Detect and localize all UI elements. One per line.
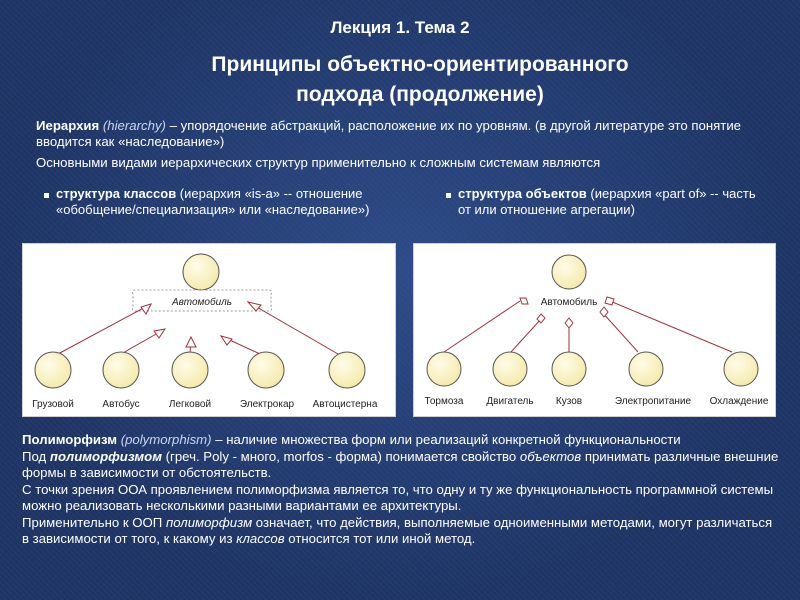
agg-line-2 bbox=[511, 319, 541, 352]
polymorphism-term-en: (polymorphism) bbox=[120, 432, 212, 447]
p2-term: полиморфизмом bbox=[49, 448, 162, 464]
agg-line-1 bbox=[444, 301, 520, 352]
p2-italic: объектов bbox=[519, 448, 582, 464]
p2-part-b: (греч. Poly - много, morfos - форма) понимается свойство bbox=[161, 448, 520, 464]
polymorphism-paragraph-2 bbox=[22, 449, 782, 482]
p4-part-a: Применительно к ООП bbox=[22, 514, 166, 530]
part-object-label-3: Кузов bbox=[555, 396, 583, 407]
polymorphism-definition bbox=[22, 432, 782, 449]
class-structure-text bbox=[56, 186, 376, 217]
diamond-4 bbox=[600, 307, 608, 317]
part-object-label-1: Тормоза bbox=[424, 396, 464, 407]
diamond-3 bbox=[565, 318, 573, 328]
object-structure-svg bbox=[414, 244, 775, 416]
part-object-label-5: Охлаждение bbox=[709, 396, 769, 407]
object-structure-text bbox=[458, 186, 758, 217]
part-object-label-2: Двигатель bbox=[486, 396, 534, 407]
arrowhead-3 bbox=[186, 337, 196, 347]
child-class-objects bbox=[35, 352, 365, 388]
p2-part-a: Под bbox=[22, 448, 50, 464]
p4-part-b: означает, что действия, выполняемые одноименными методами, могут различаться в зависимости от того, к какому из bbox=[22, 514, 773, 546]
child-object-5 bbox=[329, 352, 365, 388]
p4-italic-2: классов bbox=[236, 531, 285, 546]
class-hierarchy-diagram bbox=[22, 243, 396, 417]
child-class-label-5: Автоцистерна bbox=[312, 399, 378, 410]
arrowhead-5 bbox=[248, 302, 261, 311]
part-object-4 bbox=[629, 352, 663, 386]
class-hierarchy-svg bbox=[23, 244, 395, 416]
child-class-label-4: Электрокар bbox=[239, 399, 295, 410]
child-object-2 bbox=[103, 352, 139, 388]
aggregation-lines bbox=[444, 301, 732, 352]
polymorphism-paragraph-3: С точки зрения ООА проявлением полиморфизма является то, что одну и ту же функциональность программной системы можно реализовать несколькими разными вариантами ее архитектуры. bbox=[22, 481, 774, 513]
root-object bbox=[552, 255, 586, 289]
child-class-label-3: Легковой bbox=[168, 399, 212, 410]
arrowhead-4 bbox=[221, 336, 232, 345]
p4-part-c: относится тот или иной метод. bbox=[284, 531, 476, 546]
p4-italic: полиморфизм bbox=[165, 514, 253, 530]
object-structure-term: структура объектов bbox=[458, 186, 587, 201]
lecture-label: Лекция 1. Тема 2 bbox=[330, 18, 470, 37]
part-objects bbox=[427, 352, 758, 386]
arrowhead-1 bbox=[141, 304, 151, 314]
object-structure-diagram bbox=[413, 243, 776, 417]
hierarchy-definition bbox=[36, 118, 756, 149]
bullet-class-structure bbox=[44, 193, 49, 198]
class-structure-term: структура классов bbox=[56, 186, 177, 201]
part-object-5 bbox=[724, 352, 758, 386]
p2-part-c: принимать различные внешние формы в зависимости от обстоятельств. bbox=[22, 448, 779, 480]
root-object-label: Автомобиль bbox=[540, 297, 598, 308]
root-class-object bbox=[183, 254, 219, 290]
polymorphism-term: Полиморфизм bbox=[22, 432, 118, 447]
arrowhead-2 bbox=[154, 329, 165, 338]
gen-line-5 bbox=[248, 302, 338, 354]
part-object-2 bbox=[493, 352, 527, 386]
gen-line-1 bbox=[58, 304, 151, 354]
slide-title bbox=[100, 50, 740, 110]
polymorphism-definition-text: – наличие множества форм или реализаций конкретной функциональности bbox=[211, 432, 681, 447]
hierarchy-definition-text: – упорядочение абстракций, расположение их по уровням. (в другой литературе это понятие вводится как «наследование») bbox=[36, 118, 742, 149]
part-object-label-4: Электропитание bbox=[614, 396, 692, 407]
agg-line-5 bbox=[610, 301, 732, 352]
child-class-label-1: Грузовой bbox=[32, 399, 74, 410]
child-object-1 bbox=[35, 352, 71, 388]
child-object-3 bbox=[172, 352, 208, 388]
part-object-1 bbox=[427, 352, 461, 386]
polymorphism-section bbox=[22, 432, 782, 548]
generalization-arrowheads bbox=[141, 302, 261, 347]
child-class-label-2: Автобус bbox=[102, 399, 140, 410]
root-class-label: Автомобиль bbox=[171, 297, 233, 308]
object-structure-desc: (иерархия «part of» -- часть от или отношение агрегации) bbox=[458, 186, 756, 217]
hierarchy-term: Иерархия bbox=[36, 118, 100, 133]
child-object-4 bbox=[248, 352, 284, 388]
agg-line-4 bbox=[602, 312, 638, 352]
hierarchy-types-intro: Основными видами иерархических структур применительно к сложным системам являются bbox=[36, 155, 601, 170]
hierarchy-term-en: (hierarchy) bbox=[102, 118, 166, 133]
diamond-1 bbox=[520, 298, 528, 304]
slide-title-line2: подхода (продолжение) bbox=[296, 83, 544, 106]
slide-title-line1: Принципы объектно-ориентированного bbox=[211, 53, 629, 76]
bullet-object-structure bbox=[446, 193, 451, 198]
class-structure-desc: (иерархия «is-a» -- отношение «обобщение/специализация» или «наследование») bbox=[56, 186, 370, 217]
part-object-3 bbox=[552, 352, 586, 386]
diamond-5 bbox=[605, 297, 614, 305]
polymorphism-paragraph-4 bbox=[22, 515, 782, 548]
generalization-lines bbox=[58, 302, 338, 354]
